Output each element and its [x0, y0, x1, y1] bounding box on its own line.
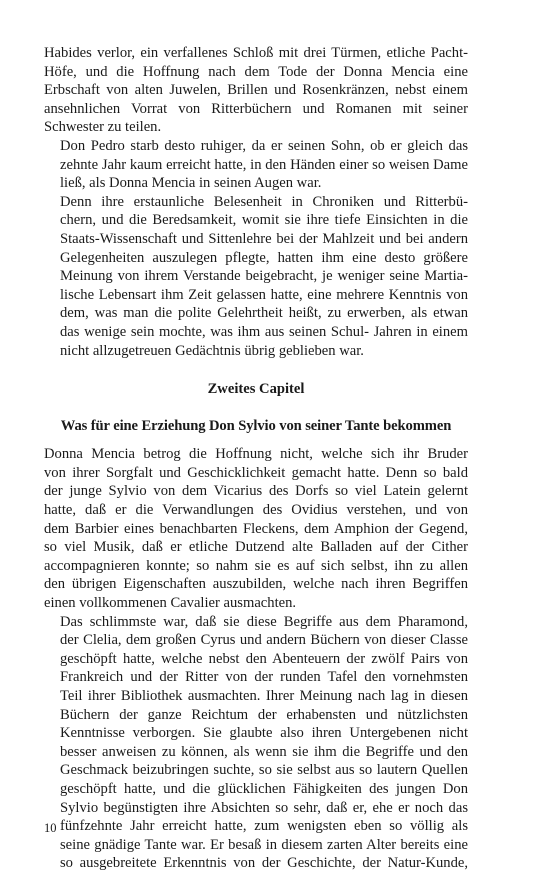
text-line: Das schlimmste war, daß sie diese Begriffe aus dem Pharamond, — [60, 613, 468, 630]
text-line: seine gnädige Tante war. Er besaß in diesem zarten Alter bereits eine — [60, 836, 468, 853]
text-line: Donna Mencia betrog die Hoffnung nicht, welche sich ihr Bruder — [44, 446, 468, 463]
text-line: Frankreich und der Ritter von der runden Tafel den vornehmsten — [60, 669, 468, 686]
text-line: nicht allzugetreuen Gedächtnis übrig geblieben war. — [60, 342, 364, 359]
text-line: dem, was man die polite Gelehrtheit heißt, zu erwerben, als etwan — [60, 305, 468, 322]
text-line: Habides verlor, ein verfallenes Schloß mit drei Türmen, etliche Pacht- — [44, 45, 468, 61]
text-line: Sylvio begünstigten ihre Absichten so sehr, daß er, ehe er noch das — [60, 799, 468, 816]
paragraph-1 — [44, 44, 468, 137]
text-line: fünfzehnte Jahr erreicht hatte, zum wenigsten eben so völlig als — [60, 818, 468, 835]
text-line: Don Pedro starb desto ruhiger, da er seinen Sohn, ob er gleich das — [60, 137, 468, 154]
text-line: der Clelia, dem großen Cyrus und andern Büchern von dieser Classe — [60, 632, 468, 649]
text-line: dem Barbier eines benachbarten Fleckens, dem Amphion der Gegend, — [44, 520, 468, 537]
chapter-number: Zweites Capitel — [207, 381, 305, 398]
text-line: Schwester zu teilen. — [44, 119, 162, 136]
text-line: den übrigen Eigenschaften auszubilden, welche nach ihren Begriffen — [44, 576, 468, 593]
page-number: 10 — [44, 821, 57, 835]
text-line: so viel Musik, daß er etliche Dutzend alte Balladen auf der Cither — [44, 539, 468, 556]
text-line: von ihrer Sorgfalt und Geschicklichkeit gemacht hatte. Denn so bald — [44, 464, 468, 481]
text-line: Denn ihre erstaunliche Belesenheit in Chroniken und Ritterbü- — [60, 193, 468, 210]
text-line: so ausgebreitete Erkenntnis von der Geschichte, der Natur-Kunde, — [60, 855, 468, 872]
text-line: Gelegenheiten auszulegen pflegte, hatten ihm eine desto größere — [60, 249, 468, 266]
text-line: geschöpft hatte, welche nebst den Abenteuern der zwölf Pairs von — [60, 650, 468, 667]
text-line: Meinung von ihrem Verstande beigebracht, je weniger seine Martia- — [60, 268, 468, 285]
text-line: das wenige sein mochte, was ihm aus seinen Schul- Jahren in einem — [60, 323, 468, 340]
paragraph-3 — [44, 193, 468, 360]
text-line: Erbschaft von alten Juwelen, Brillen und Rosenkränzen, nebst einem — [44, 82, 468, 99]
book-page — [44, 44, 468, 873]
paragraph-4 — [44, 445, 468, 612]
text-line: Teil ihrer Bibliothek ausmachten. Ihrer Meinung nach lag in diesen — [60, 688, 468, 704]
text-line: Kenntnisse verborgen. Sie glaubte also ihren Untergebenen nicht — [60, 725, 468, 742]
text-line: accompagnieren konnte; so nahm sie es auf sich selbst, ihn zu allen — [44, 557, 468, 574]
text-line: geschöpft hatte, und die glücklichen Fähigkeiten des jungen Don — [60, 780, 468, 797]
text-line: Staats-Wissenschaft und Sittenlehre bei der Mahlzeit und bei andern — [60, 230, 468, 247]
chapter-title: Was für eine Erziehung Don Sylvio von seiner Tante bekommen — [60, 417, 452, 434]
text-line: besser anweisen zu können, als wenn sie ihm die Begriffe und den — [60, 743, 468, 760]
text-line: Höfe, und die Hoffnung nach dem Tode der Donna Mencia eine — [44, 63, 468, 80]
text-line: ließ, als Donna Mencia in seinen Augen war. — [60, 175, 322, 192]
text-line: chern, und die Beredsamkeit, womit sie ihre tiefe Einsichten in die — [60, 212, 468, 229]
text-line: ansehnlichen Vorrat von Ritterbüchern und Romanen mit seiner — [44, 100, 468, 117]
paragraph-2 — [44, 137, 468, 193]
text-line: der junge Sylvio von dem Vicarius des Dorfs so viel Latein gelernt — [44, 483, 468, 500]
text-line: hatte, daß er die Verwandlungen des Ovidius verstehen, und von — [44, 502, 468, 519]
text-line: Geschmack beizubringen suchte, so sie selbst aus so lautern Quellen — [60, 762, 468, 779]
paragraph-5 — [44, 613, 468, 873]
text-line: einen vollkommenen Cavalier ausmachten. — [44, 595, 297, 612]
text-line: Büchern der ganze Reichtum der erhabensten und nützlichsten — [60, 706, 468, 723]
text-line: zehnte Jahr kaum erreicht hatte, in den Händen einer so weisen Dame — [60, 156, 468, 173]
text-line: lische Lebensart ihm Zeit gelassen hatte, eine mehrere Kenntnis von — [60, 286, 468, 303]
